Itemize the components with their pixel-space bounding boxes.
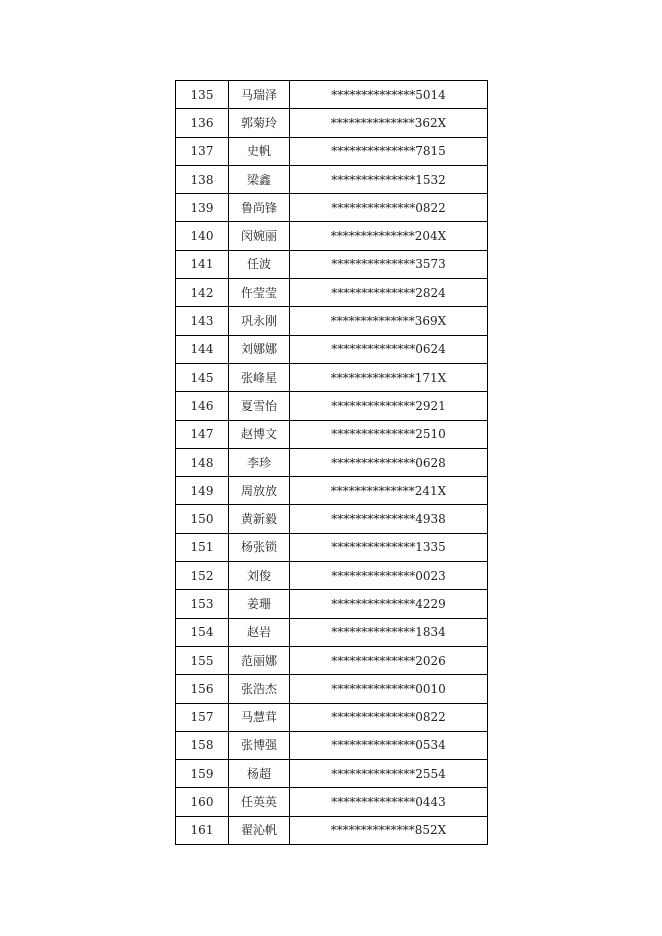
table-row — [176, 731, 488, 759]
id-number-cell: **************1335 — [290, 533, 488, 561]
id-number-cell: **************1834 — [290, 618, 488, 646]
table-row — [176, 109, 488, 137]
name-cell: 任波 — [229, 250, 290, 278]
table-row — [176, 675, 488, 703]
id-number-cell: **************0023 — [290, 562, 488, 590]
row-number-cell: 151 — [176, 533, 229, 561]
table-row — [176, 533, 488, 561]
id-number-cell: **************1532 — [290, 165, 488, 193]
table-row — [176, 590, 488, 618]
row-number-cell: 148 — [176, 448, 229, 476]
name-cell: 马慧茸 — [229, 703, 290, 731]
id-number-cell: **************362X — [290, 109, 488, 137]
id-number-cell: **************0628 — [290, 448, 488, 476]
table-row — [176, 816, 488, 844]
row-number-cell: 140 — [176, 222, 229, 250]
row-number-cell: 158 — [176, 731, 229, 759]
roster-table — [175, 80, 488, 845]
table-row — [176, 618, 488, 646]
name-cell: 张博强 — [229, 731, 290, 759]
table-row — [176, 137, 488, 165]
row-number-cell: 137 — [176, 137, 229, 165]
table-row — [176, 392, 488, 420]
row-number-cell: 154 — [176, 618, 229, 646]
row-number-cell: 160 — [176, 788, 229, 816]
name-cell: 任英英 — [229, 788, 290, 816]
name-cell: 张浩杰 — [229, 675, 290, 703]
table-row — [176, 81, 488, 109]
row-number-cell: 141 — [176, 250, 229, 278]
name-cell: 姜珊 — [229, 590, 290, 618]
row-number-cell: 159 — [176, 760, 229, 788]
row-number-cell: 149 — [176, 477, 229, 505]
name-cell: 巩永刚 — [229, 307, 290, 335]
id-number-cell: **************7815 — [290, 137, 488, 165]
name-cell: 翟沁帆 — [229, 816, 290, 844]
id-number-cell: **************204X — [290, 222, 488, 250]
name-cell: 张峰星 — [229, 363, 290, 391]
table-row — [176, 250, 488, 278]
table-row — [176, 703, 488, 731]
id-number-cell: **************0010 — [290, 675, 488, 703]
table-row — [176, 335, 488, 363]
name-cell: 杨张锁 — [229, 533, 290, 561]
id-number-cell: **************2921 — [290, 392, 488, 420]
name-cell: 郭菊玲 — [229, 109, 290, 137]
row-number-cell: 144 — [176, 335, 229, 363]
table-row — [176, 222, 488, 250]
table-row — [176, 788, 488, 816]
id-number-cell: **************0443 — [290, 788, 488, 816]
row-number-cell: 138 — [176, 165, 229, 193]
name-cell: 史帆 — [229, 137, 290, 165]
name-cell: 闵婉丽 — [229, 222, 290, 250]
name-cell: 仵莹莹 — [229, 279, 290, 307]
id-number-cell: **************2824 — [290, 279, 488, 307]
row-number-cell: 157 — [176, 703, 229, 731]
row-number-cell: 146 — [176, 392, 229, 420]
row-number-cell: 152 — [176, 562, 229, 590]
table-row — [176, 307, 488, 335]
row-number-cell: 153 — [176, 590, 229, 618]
name-cell: 杨超 — [229, 760, 290, 788]
row-number-cell: 150 — [176, 505, 229, 533]
name-cell: 刘俊 — [229, 562, 290, 590]
id-number-cell: **************4938 — [290, 505, 488, 533]
name-cell: 夏雪怡 — [229, 392, 290, 420]
row-number-cell: 156 — [176, 675, 229, 703]
id-number-cell: **************0822 — [290, 194, 488, 222]
table-row — [176, 562, 488, 590]
id-number-cell: **************852X — [290, 816, 488, 844]
table-row — [176, 165, 488, 193]
row-number-cell: 147 — [176, 420, 229, 448]
id-number-cell: **************0534 — [290, 731, 488, 759]
id-number-cell: **************0624 — [290, 335, 488, 363]
id-number-cell: **************2026 — [290, 646, 488, 674]
id-number-cell: **************0822 — [290, 703, 488, 731]
id-number-cell: **************2554 — [290, 760, 488, 788]
name-cell: 梁鑫 — [229, 165, 290, 193]
name-cell: 周放放 — [229, 477, 290, 505]
id-number-cell: **************369X — [290, 307, 488, 335]
table-row — [176, 194, 488, 222]
name-cell: 李珍 — [229, 448, 290, 476]
roster-table-body — [176, 81, 488, 845]
table-row — [176, 420, 488, 448]
table-row — [176, 279, 488, 307]
id-number-cell: **************4229 — [290, 590, 488, 618]
table-row — [176, 363, 488, 391]
name-cell: 刘娜娜 — [229, 335, 290, 363]
row-number-cell: 155 — [176, 646, 229, 674]
table-row — [176, 646, 488, 674]
table-row — [176, 760, 488, 788]
name-cell: 黄新毅 — [229, 505, 290, 533]
name-cell: 赵博文 — [229, 420, 290, 448]
id-number-cell: **************171X — [290, 363, 488, 391]
id-number-cell: **************3573 — [290, 250, 488, 278]
row-number-cell: 135 — [176, 81, 229, 109]
row-number-cell: 143 — [176, 307, 229, 335]
id-number-cell: **************241X — [290, 477, 488, 505]
id-number-cell: **************2510 — [290, 420, 488, 448]
row-number-cell: 161 — [176, 816, 229, 844]
row-number-cell: 139 — [176, 194, 229, 222]
id-number-cell: **************5014 — [290, 81, 488, 109]
table-row — [176, 505, 488, 533]
name-cell: 鲁尚锋 — [229, 194, 290, 222]
row-number-cell: 136 — [176, 109, 229, 137]
table-row — [176, 448, 488, 476]
name-cell: 赵岩 — [229, 618, 290, 646]
table-row — [176, 477, 488, 505]
name-cell: 范丽娜 — [229, 646, 290, 674]
name-cell: 马瑞泽 — [229, 81, 290, 109]
row-number-cell: 142 — [176, 279, 229, 307]
row-number-cell: 145 — [176, 363, 229, 391]
